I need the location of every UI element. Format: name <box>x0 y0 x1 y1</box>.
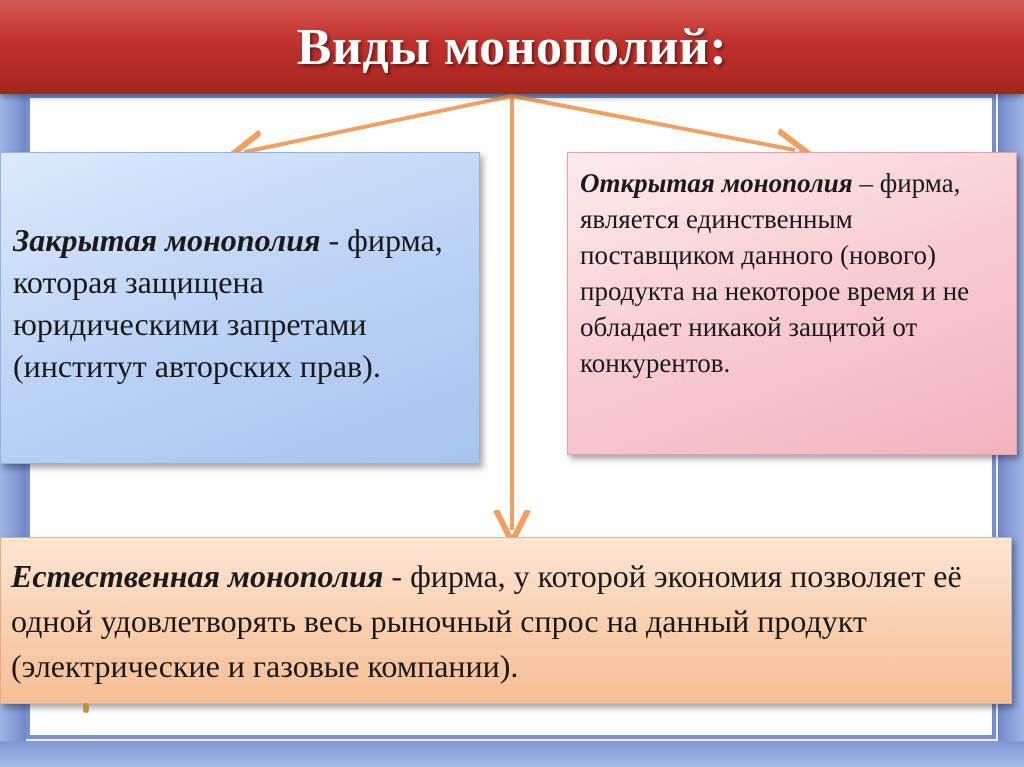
open-monopoly-definition: – фирма, является единственным поставщиком данного (нового) продукта на некоторое время и не обладает никакой защитой от конкурентов. <box>580 168 970 378</box>
slide-title: Виды монополий: <box>296 18 728 76</box>
open-monopoly-box <box>567 152 1017 455</box>
arrow-to-open <box>512 96 795 150</box>
arrow-to-closed <box>244 96 512 152</box>
natural-monopoly-term: Естественная монополия <box>11 558 384 594</box>
decorative-dot <box>83 703 89 713</box>
closed-monopoly-term: Закрытая монополия <box>13 222 321 258</box>
closed-monopoly-definition: - фирма, которая защищена юридическими запретами (институт авторских прав). <box>13 222 443 384</box>
slide-title-bar <box>0 0 1024 94</box>
natural-monopoly-definition: - фирма, у которой экономия позволяет её одной удовлетворять весь рыночный спрос на данный продукт (электрические и газовые компании). <box>11 558 962 684</box>
natural-monopoly-box <box>0 537 1012 704</box>
closed-monopoly-box <box>0 152 480 464</box>
open-monopoly-term: Открытая монополия <box>580 168 853 198</box>
